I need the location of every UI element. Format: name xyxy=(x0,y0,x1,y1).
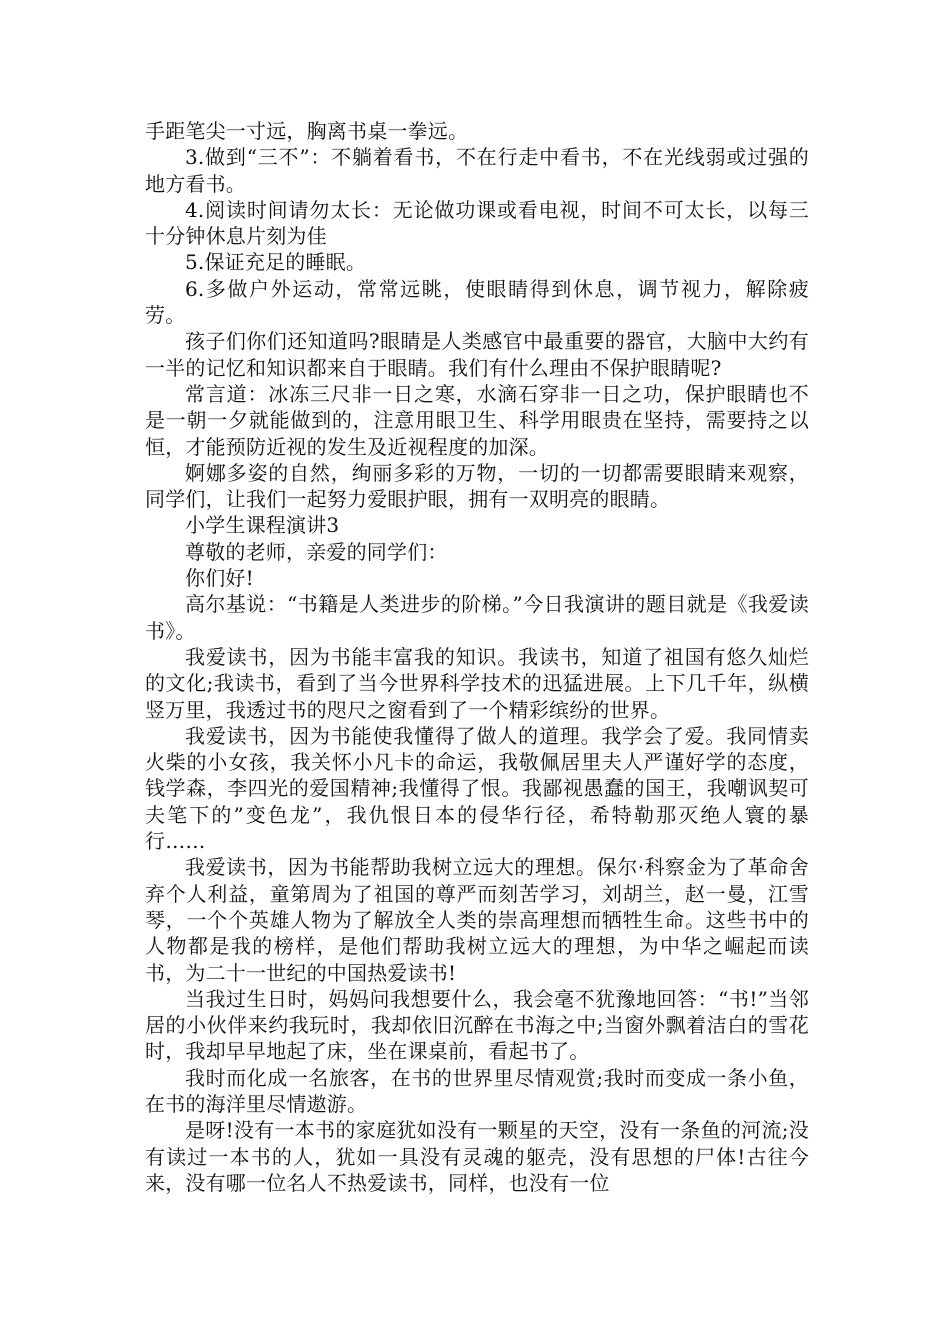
paragraph-greeting: 你们好! xyxy=(185,566,254,591)
paragraph-closing: 婀娜多姿的自然，绚丽多彩的万物，一切的一切都需要眼睛来观察，同学们，让我们一起努力爱眼护眼，拥有一双明亮的眼睛。 xyxy=(145,460,809,512)
paragraph-tip-5: 5.保证充足的睡眠。 xyxy=(185,250,367,275)
paragraph-conclusion: 是呀!没有一本书的家庭犹如没有一颗星的天空，没有一条鱼的河流;没有读过一本书的人，犹如一具没有灵魂的躯壳，没有思想的尸体!古往今来，没有哪一位名人不热爱读书，同样，也没有一位 xyxy=(145,1118,809,1195)
paragraph-salutation: 尊敬的老师，亲爱的同学们： xyxy=(185,539,448,564)
paragraph-ideals: 我爱读书，因为书能帮助我树立远大的理想。保尔·科察金为了革命舍弃个人利益，童第周为了祖国的尊严而刻苦学习，刘胡兰，赵一曼，江雪琴，一个个英雄人物为了解放全人类的崇高理想而牺牲生命。这些书中的人物都是我的榜样，是他们帮助我树立远大的理想，为中华之崛起而读书，为二十一世纪的中国热爱读书! xyxy=(145,855,809,985)
paragraph-continuation: 手距笔尖一寸远，胸离书桌一拳远。 xyxy=(145,119,469,143)
paragraph-principles: 我爱读书，因为书能使我懂得了做人的道理。我学会了爱。我同情卖火柴的小女孩，我关怀小凡卡的命运，我敬佩居里夫人严谨好学的态度，钱学森，李四光的爱国精神;我懂得了恨。我鄙视愚蠢的国王，我嘲讽契可夫笔下的”变色龙”，我仇恨日本的侵华行径，希特勒那灭绝人寰的暴行…… xyxy=(145,723,809,854)
paragraph-birthday: 当我过生日时，妈妈问我想要什么，我会毫不犹豫地回答：“书!”当邻居的小伙伴来约我玩时，我却依旧沉醉在书海之中;当窗外飘着洁白的雪花时，我却早早地起了床，坐在课桌前，看起书了。 xyxy=(145,986,809,1064)
paragraph-quote: 高尔基说：“书籍是人类进步的阶梯。”今日我演讲的题目就是《我爱读书》。 xyxy=(145,592,809,643)
paragraph-tip-6: 6.多做户外运动，常常远眺，使眼睛得到休息，调节视力，解除疲劳。 xyxy=(145,276,809,328)
paragraph-traveler: 我时而化成一名旅客，在书的世界里尽情观赏;我时而变成一条小鱼，在书的海洋里尽情遨游。 xyxy=(145,1065,809,1116)
document-page xyxy=(145,118,809,1196)
paragraph-eyes-importance: 孩子们你们还知道吗?眼睛是人类感官中最重要的器官，大脑中大约有一半的记忆和知识都来自于眼睛。我们有什么理由不保护眼睛呢? xyxy=(145,329,809,380)
paragraph-proverb: 常言道：冰冻三尺非一日之寒，水滴石穿非一日之功，保护眼睛也不是一朝一夕就能做到的，注意用眼卫生、科学用眼贵在坚持，需要持之以恒，才能预防近视的发生及近视程度的加深。 xyxy=(145,381,809,459)
paragraph-tip-3: 3.做到“三不”：不躺着看书，不在行走中看书，不在光线弱或过强的地方看书。 xyxy=(145,145,809,196)
paragraph-knowledge: 我爱读书，因为书能丰富我的知识。我读书，知道了祖国有悠久灿烂的文化;我读书，看到了当今世界科学技术的迅猛进展。上下几千年，纵横竖万里，我透过书的咫尺之窗看到了一个精彩缤纷的世界。 xyxy=(145,644,809,722)
paragraph-tip-4: 4.阅读时间请勿太长：无论做功课或看电视，时间不可太长，以每三十分钟休息片刻为佳 xyxy=(145,197,809,249)
section-heading: 小学生课程演讲3 xyxy=(185,513,340,538)
